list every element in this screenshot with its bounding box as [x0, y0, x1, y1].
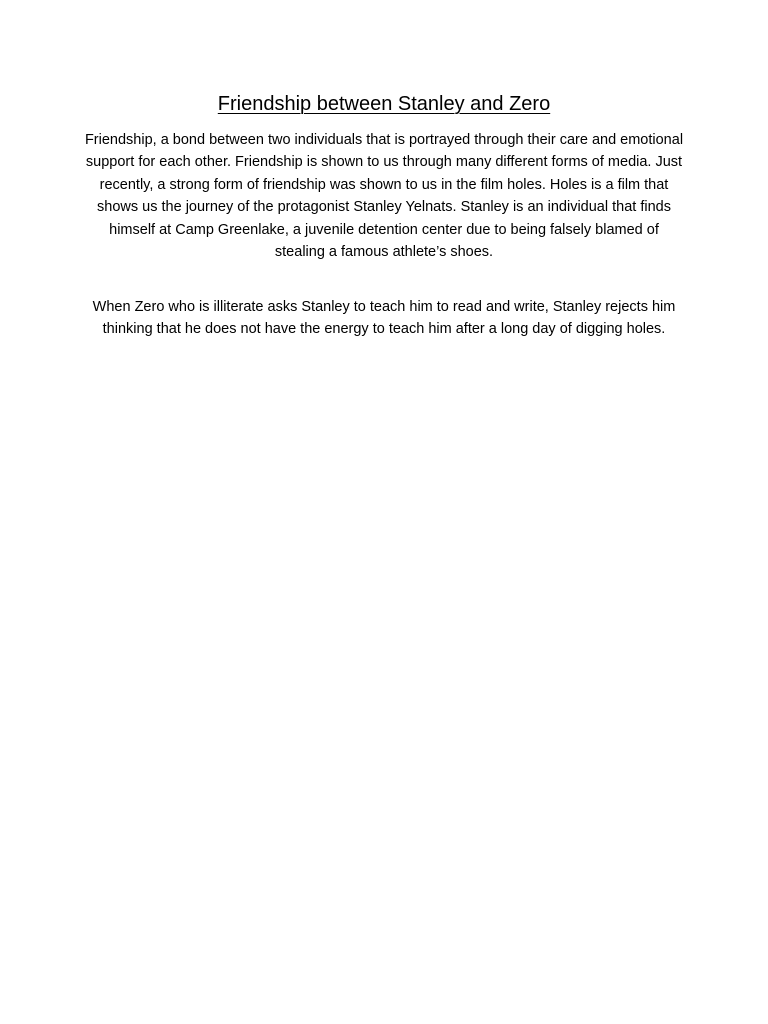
paragraph-2-container — [84, 296, 684, 341]
paragraph-1-container — [84, 129, 684, 263]
document-title: Friendship between Stanley and Zero — [217, 93, 551, 115]
paragraph-2: When Zero who is illiterate asks Stanley to teach him to read and write, Stanley rejects him thinking that he does not have the energy to teach him after a long day of digging holes. — [92, 299, 676, 338]
paragraph-1: Friendship, a bond between two individuals that is portrayed through their care and emotional support for each other. Friendship is shown to us through many different forms of media. Just recently, a strong form of friendship was shown to us in the film holes. Holes is a film that shows us the journey of the protagonist Stanley Yelnats. Stanley is an individual that finds himself at Camp Greenlake, a juvenile detention center due to being falsely blamed of stealing a famous athlete’s shoes. — [84, 132, 684, 261]
